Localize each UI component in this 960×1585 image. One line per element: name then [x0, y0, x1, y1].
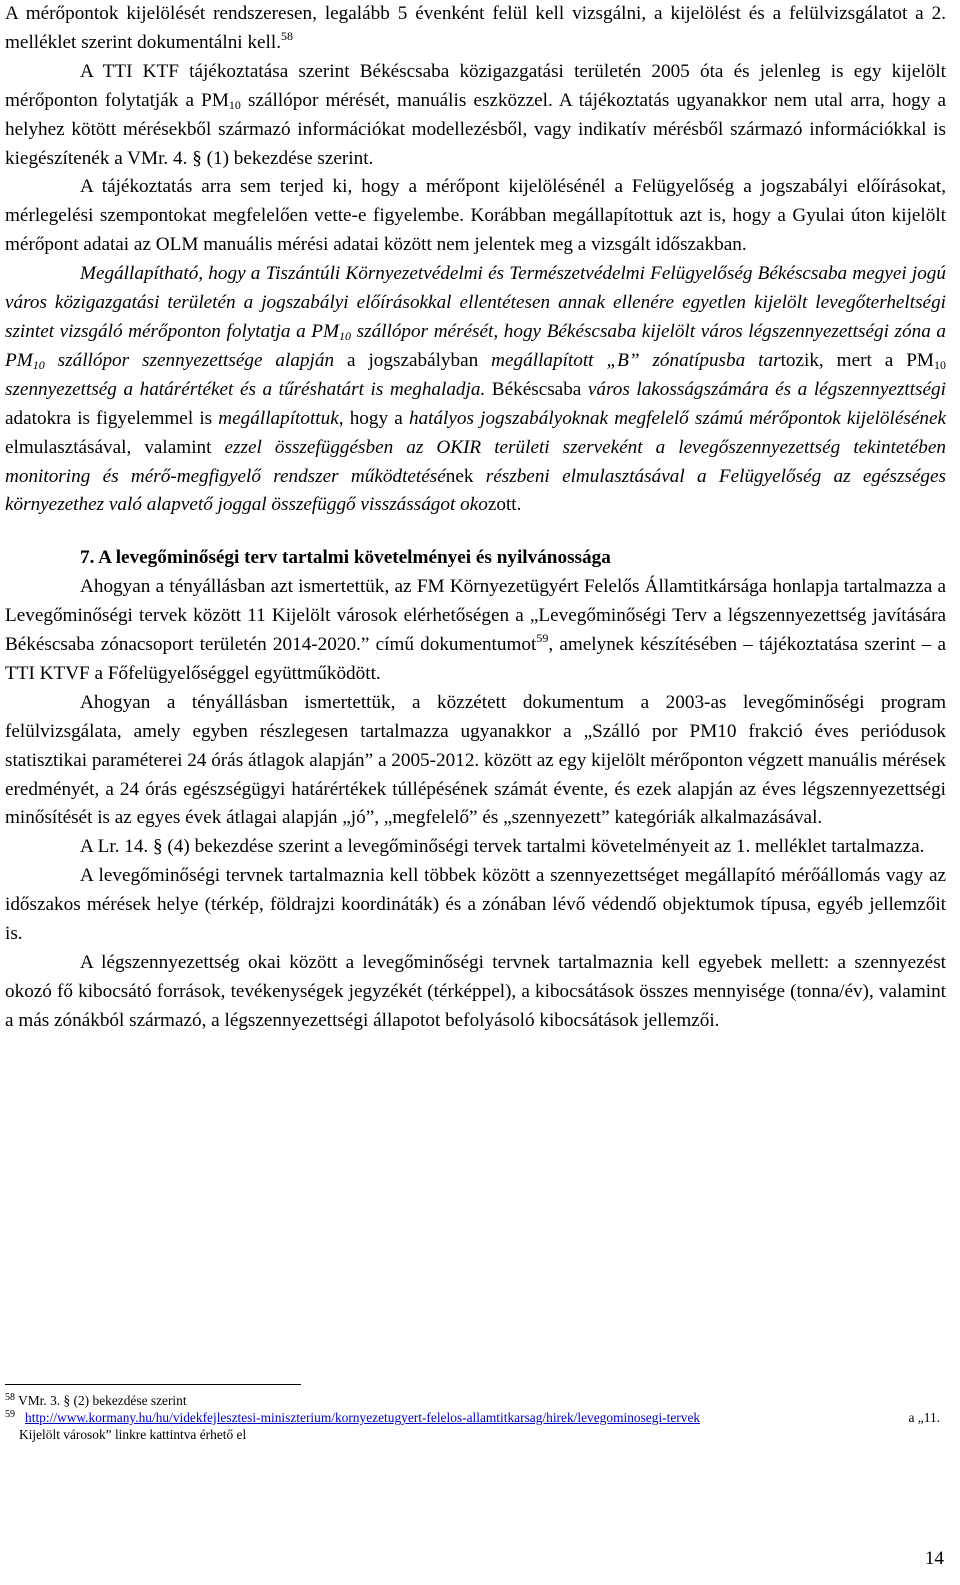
footnote-number: 58 — [5, 1392, 15, 1403]
italic-text: megállapított „B” zónatípusba tar — [491, 349, 781, 371]
paragraph-tti-ktf-information — [5, 58, 946, 174]
footnote-number: 59 — [5, 1409, 15, 1420]
paragraph-lr-14 — [5, 833, 946, 862]
subscript: 10 — [933, 357, 946, 372]
footnote-59 — [5, 1409, 946, 1426]
footnote-ref-59[interactable]: 59 — [536, 631, 549, 646]
page-number: 14 — [924, 1548, 944, 1569]
footnote-text: VMr. 3. § (2) bekezdése szerint — [15, 1393, 187, 1408]
paragraph-text: A Lr. 14. § (4) bekezdése szerint a levegőminőségi tervek tartalmi követelményeit az 1. melléklet tartalmazza. — [80, 836, 925, 858]
footnote-separator — [5, 1384, 301, 1385]
plain-text: zott. — [487, 494, 522, 516]
italic-text: megállapítottuk — [218, 407, 339, 429]
italic-text: város lakosságszámára és a légszennyezttségi — [587, 378, 946, 400]
paragraph-text: Ahogyan a tényállásban ismertettük, a közzétett dokumentum a 2003-as levegőminőségi program felülvizsgálata, amely egyben részlegesen tartalmazza ugyanakkor a „Szálló por PM10 frakció éves periódusok statisztikai paraméterei 24 órás átlagok alapján” a 2005-2012. között az egy kijelölt mérőponton végzett manuális mérések eredményét, a 24 órás egészségügyi határértékek túllépésének számát évente, és ezek alapján az éves légszennyezettségi minősítését is az egyes évek átlagai alapján „jó”, „megfelelő” és „szennyezett” kategóriák alkalmazásával. — [5, 691, 946, 829]
paragraph-information-scope — [5, 173, 946, 260]
plain-text: adatokra is figyelemmel is — [5, 407, 219, 429]
italic-text: szállópor mérését, hogy Békéscsaba kijelölt város légszennyezettségi zóna a PM — [5, 320, 946, 371]
italic-text: szennyezettség a határértéket és a tűréshatárt is meghaladja. — [5, 378, 486, 400]
italic-text: szállópor szennyezettsége alapján — [44, 349, 335, 371]
subscript: 10 — [32, 357, 45, 372]
paragraph-text: A tájékoztatás arra sem terjed ki, hogy a mérőpont kijelölésénél a Felügyelőség a jogszabályi előírásokat, mérlegelési szempontokat megfelelően vette-e figyelembe. Korábban megállapítottuk azt is, hogy a Gyulai úton kijelölt mérőpont adatai az OLM manuális mérési adatai között nem jelentek meg a vizsgált időszakban. — [5, 176, 946, 256]
paragraph-pollution-causes — [5, 949, 946, 1036]
italic-text: részbeni elmulasztásával a Felügyelőség az egészséges környezethez való alapvető joggal összefüggő visszásságot oko — [5, 465, 946, 516]
footnote-text: a „11. — [908, 1410, 940, 1425]
plain-text: elmulasztásával, valamint — [5, 436, 225, 458]
paragraph-text: Ahogyan a tényállásban azt ismertettük, az FM Környezetügyért Felelős Államtitkársága honlapja tartalmazza a Levegőminőségi tervek között 11 Kijelölt városok elérhetőségen a „Levegőminőségi Terv a légszennyezettség javítására Békéscsaba zónacsoport területén 2014-2020.” című dokumentumot — [5, 576, 946, 656]
paragraph-published-document — [5, 689, 946, 834]
footnote-58 — [5, 1392, 946, 1409]
paragraph-finding — [5, 260, 946, 520]
document-page — [5, 0, 946, 1036]
plain-text: Békéscsaba — [485, 378, 588, 400]
plain-text: tozik, mert a PM — [780, 349, 934, 371]
paragraph-text: A légszennyezettség okai között a levegőminőségi tervnek tartalmaznia kell egyebek mellett: a szennyezést okozó fő kibocsátó források, tevékenységek jegyzékét (térképpel), a kibocsátások összes mennyisége (tonna/év), valamint a más zónákból származó, a légszennyezettségi állapotot befolyásoló kibocsátások jellemzői. — [5, 952, 946, 1031]
italic-text: hatályos jogszabályoknak megfelelő számú mérőpontok kijelölésének — [408, 407, 946, 429]
paragraph-fm-website — [5, 573, 946, 689]
subscript: 10 — [228, 97, 241, 112]
paragraph-text: A TTI KTF tájékoztatása szerint Békéscsaba közigazgatási területén 2005 óta és jelenleg is egy kijelölt mérőponton folytatják a PM — [5, 60, 946, 111]
footnote-ref-58[interactable]: 58 — [281, 28, 294, 43]
paragraph-text: szállópor mérését, manuális eszközzel. A tájékoztatás ugyanakkor nem utal arra, hogy a helyhez kötött mérésekből származó információkat modellezésből, vagy indikatív mérésből származó információkkal is kiegészítenék a VMr. 4. § (1) bekezdése szerint. — [5, 89, 946, 169]
section-heading: 7. A levegőminőségi terv tartalmi követelményei és nyilvánossága — [80, 547, 611, 569]
footnotes — [5, 1392, 946, 1443]
paragraph-measuring-points-review — [5, 0, 946, 58]
paragraph-plan-contents — [5, 862, 946, 949]
footnote-text: Kijelölt városok” linkre kattintva érhető el — [19, 1427, 247, 1442]
subscript: 10 — [339, 328, 352, 343]
paragraph-text: A levegőminőségi tervnek tartalmaznia kell többek között a szennyezettséget megállapító mérőállomás vagy az időszakos mérések helye (térkép, földrajzi koordináták) és a zónában lévő védendő objektumok típusa, egyéb jellemzőit is. — [5, 865, 946, 945]
plain-text: , hogy a — [338, 407, 409, 429]
plain-text: nek — [445, 465, 486, 487]
plain-text: a jogszabályban — [334, 349, 492, 371]
paragraph-text: A mérőpontok kijelölését rendszeresen, legalább 5 évenként felül kell vizsgálni, a kijelölést és a felülvizsgálatot a 2. melléklet szerint dokumentálni kell. — [5, 3, 946, 53]
footnote-link[interactable]: http://www.kormany.hu/hu/videkfejlesztesi-miniszterium/kornyezetugyert-felelos-allamtitkarsag/hirek/levegominosegi-tervek — [25, 1410, 701, 1425]
italic-text: ezzel összefüggésben az OKIR területi szerveként a levegőszennyezettség tekintetében monitoring és mérő-megfigyelő rendszer működtetésé — [5, 436, 947, 487]
paragraph-text: , amelynek készítésében – tájékoztatása szerint – a TTI KTVF a Főfelügyelőséggel együttműködött. — [5, 634, 946, 684]
italic-text: Megállapítható, hogy a Tiszántúli Környezetvédelmi és Természetvédelmi Felügyelőség Békéscsaba megyei jogú város közigazgatási területén a jogszabályi előírásokkal ellentétesen annak ellenére egyetlen kijelölt levegőterheltségi szintet vizsgáló mérőponton folytatja a PM — [5, 263, 946, 342]
spacer — [5, 520, 946, 544]
